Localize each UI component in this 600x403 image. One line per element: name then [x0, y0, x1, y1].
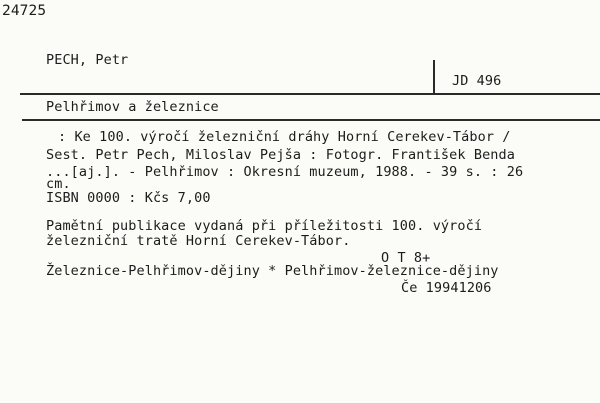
note-line-1: Pamětní publikace vydaná při příležitosti 100. výročí	[46, 218, 483, 234]
call-number: JD 496	[452, 73, 502, 89]
subject-headings: Železnice-Pelhřimov-dějiny * Pelhřimov-železnice-dějiny	[46, 263, 499, 279]
header-rule	[20, 93, 600, 95]
catalog-code: Če 19941206	[401, 280, 492, 296]
description-line-4: cm.	[46, 176, 71, 192]
isbn-line: ISBN 0000 : Kčs 7,00	[46, 190, 211, 206]
call-number-divider	[433, 60, 435, 95]
note-line-2: železniční tratě Horní Cerekev-Tábor.	[46, 233, 351, 249]
description-line-2: Sest. Petr Pech, Miloslav Pejša : Fotogr. František Benda	[46, 147, 515, 163]
record-number: 24725	[2, 3, 47, 19]
description-line-1: : Ke 100. výročí železniční dráhy Horní Cerekev-Tábor /	[58, 129, 511, 145]
description-line-3: ...[aj.]. - Pelhřimov : Okresní muzeum, 1988. - 39 s. : 26	[46, 164, 524, 180]
title-rule	[22, 119, 600, 121]
handwritten-mark: O T 8+	[381, 250, 431, 266]
author-name: PECH, Petr	[46, 52, 129, 68]
book-title: Pelhřimov a železnice	[46, 99, 219, 115]
